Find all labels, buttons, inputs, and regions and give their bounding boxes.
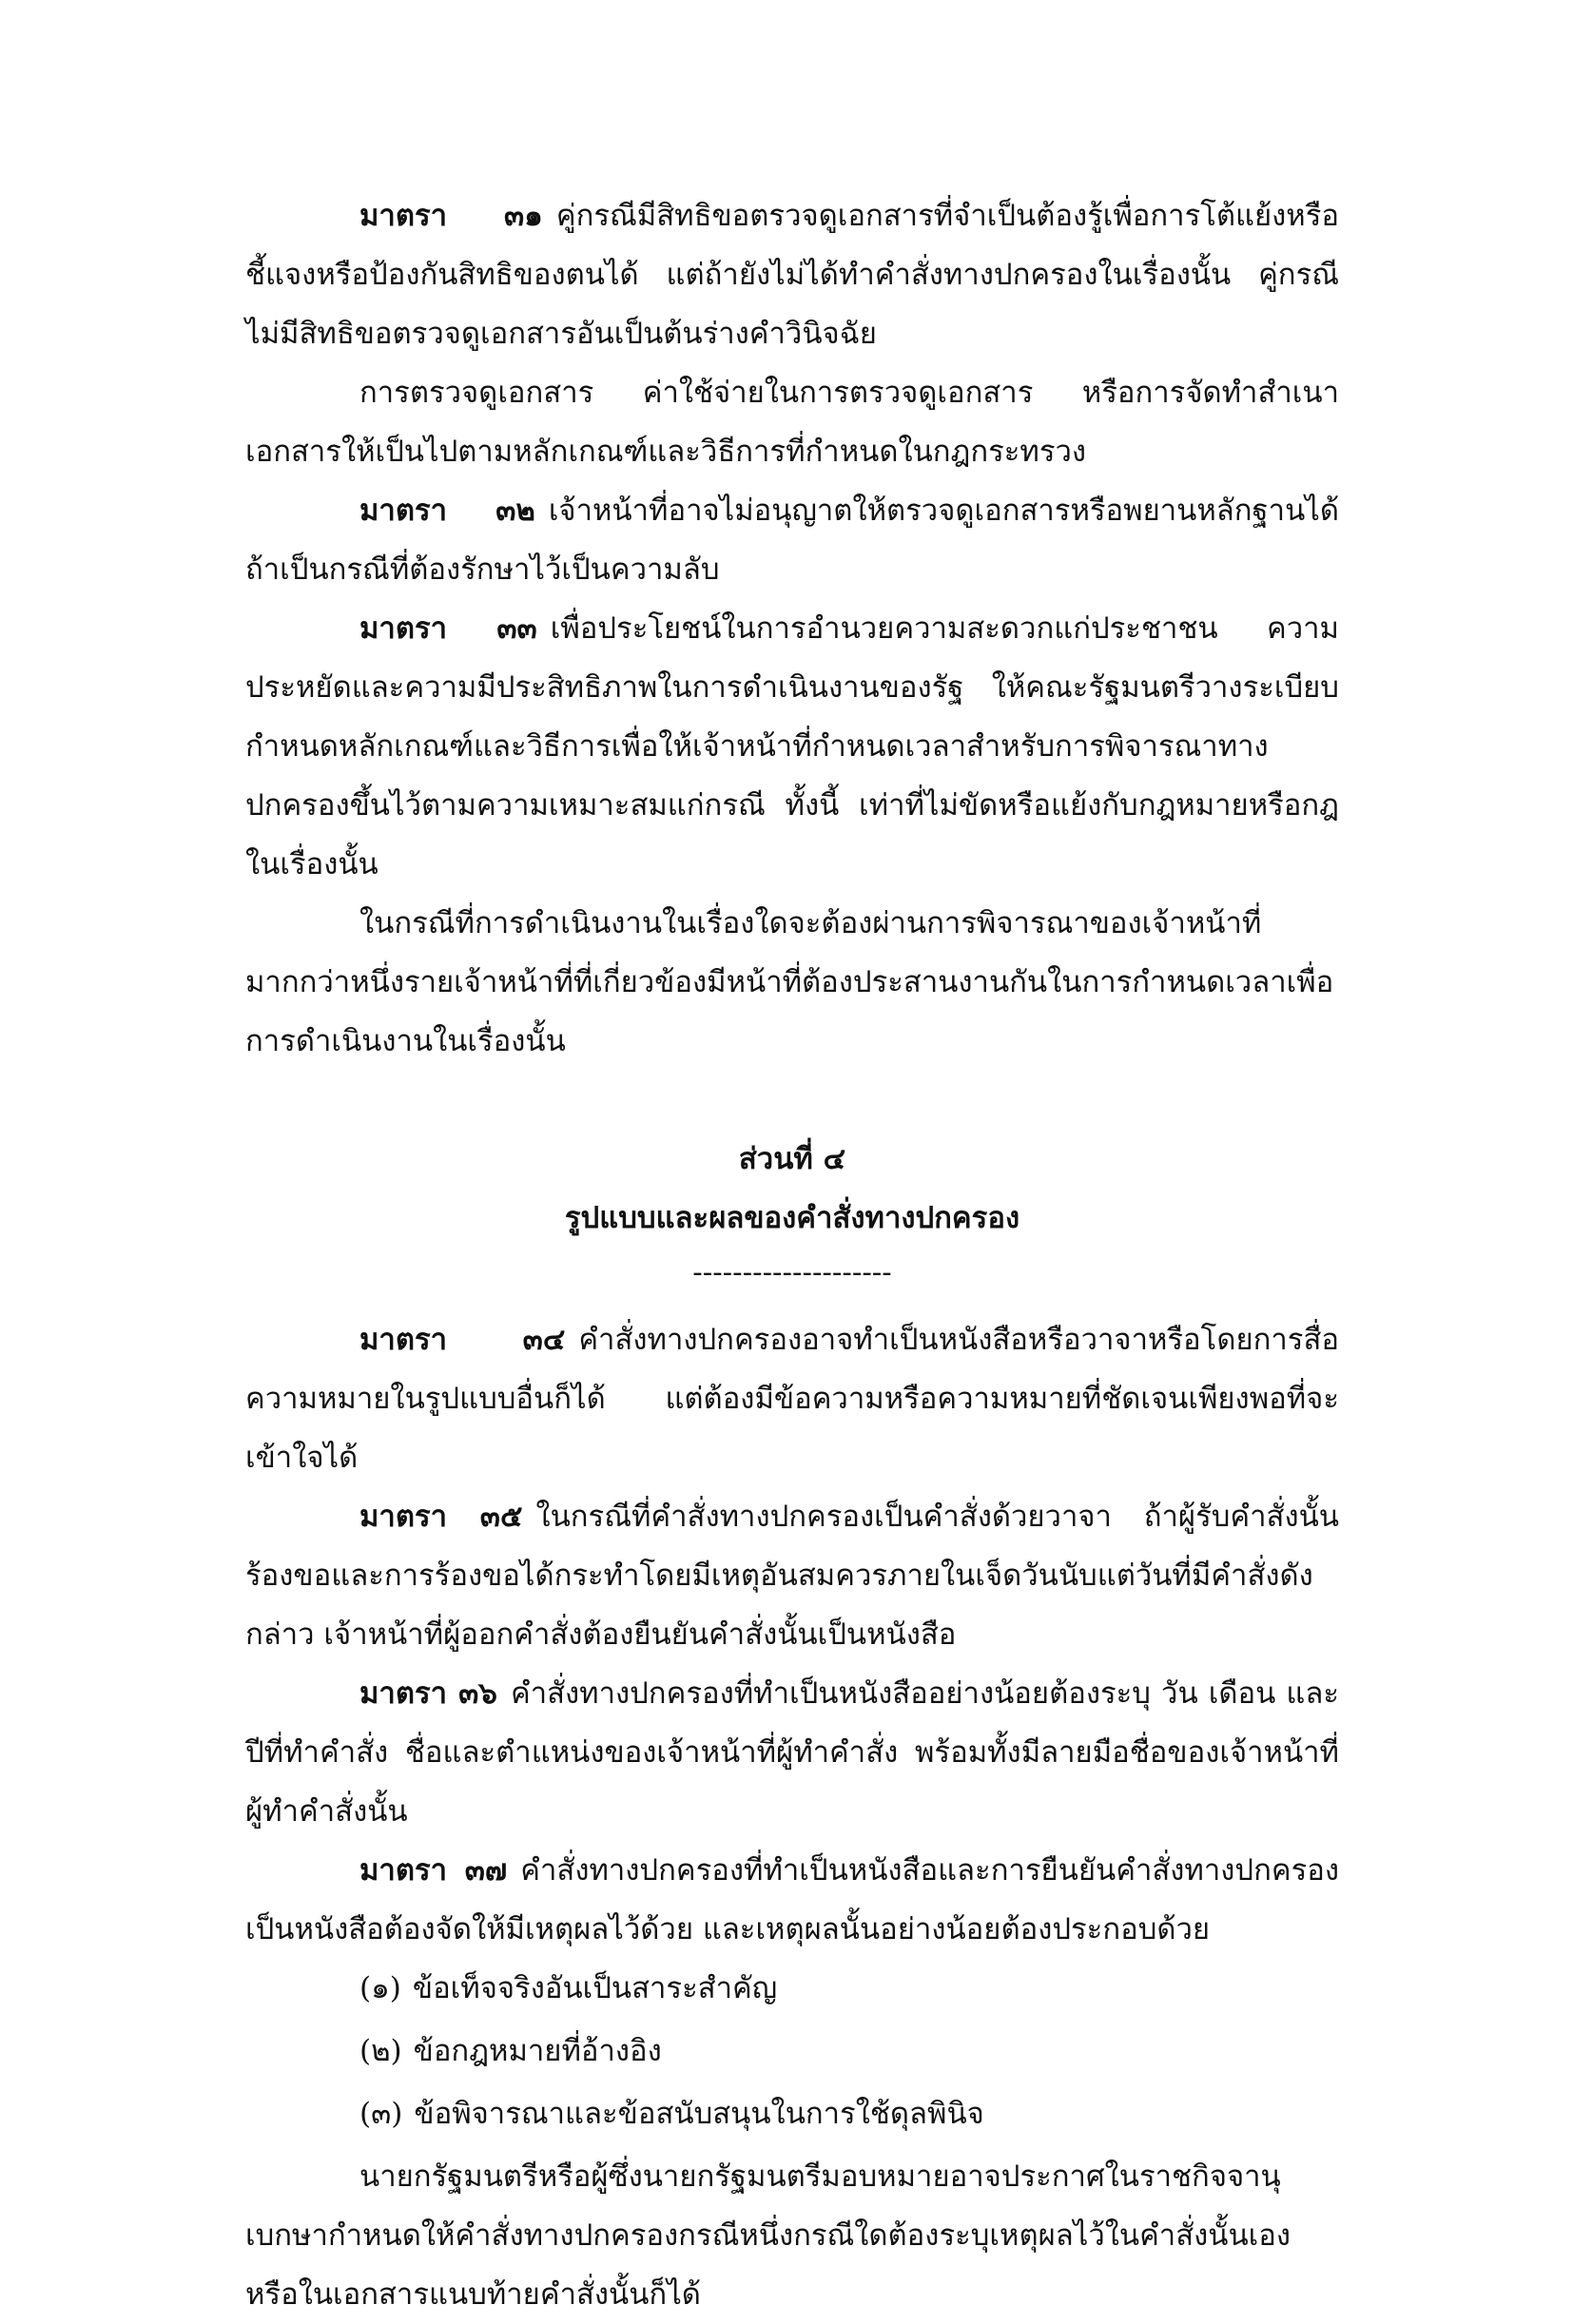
list-item-text: ข้อพิจารณาและข้อสนับสนุนในการใช้ดุลพินิจ <box>414 2097 984 2131</box>
section-number: มาตรา ๓๔ <box>359 1323 566 1357</box>
section-33-paragraph-1 <box>245 599 1339 894</box>
section-32-paragraph-1 <box>245 481 1339 599</box>
section-36-paragraph-1 <box>245 1664 1339 1841</box>
section-number: มาตรา ๓๖ <box>359 1676 497 1711</box>
section-number: มาตรา ๓๑ <box>359 199 543 233</box>
section-31-paragraph-2: การตรวจดูเอกสาร ค่าใช้จ่ายในการตรวจดูเอกสาร หรือการจัดทำสำเนาเอกสารให้เป็นไปตามหลักเกณฑ์และวิธีการที่กำหนดในกฎกระทรวง <box>245 376 1339 469</box>
section-text: คู่กรณีมีสิทธิขอตรวจดูเอกสารที่จำเป็นต้องรู้เพื่อการโต้แย้งหรือชี้แจงหรือป้องกันสิทธิของตนได้ แต่ถ้ายังไม่ได้ทำคำสั่งทางปกครองในเรื่องนั้น คู่กรณีไม่มีสิทธิขอตรวจดูเอกสารอันเป็นต้นร่างคำวินิจฉัย <box>245 199 1339 351</box>
section-37-paragraph-1 <box>245 1841 1339 1959</box>
list-item-text: ข้อเท็จจริงอันเป็นสาระสำคัญ <box>412 1971 778 2005</box>
section-35-paragraph-1 <box>245 1487 1339 1664</box>
part-heading-block <box>245 1130 1339 1297</box>
list-item-number: (๒) <box>359 2034 402 2068</box>
list-item <box>245 2022 1339 2081</box>
list-item-number: (๑) <box>359 1971 401 2005</box>
list-item <box>245 1959 1339 2018</box>
section-33-paragraph-2: ในกรณีที่การดำเนินงานในเรื่องใดจะต้องผ่านการพิจารณาของเจ้าหน้าที่มากกว่าหนึ่งรายเจ้าหน้าที่ที่เกี่ยวข้องมีหน้าที่ต้องประสานงานกันในการกำหนดเวลาเพื่อการดำเนินงานในเรื่องนั้น <box>245 906 1334 1058</box>
section-number: มาตรา ๓๓ <box>359 611 537 646</box>
list-item <box>245 2084 1339 2143</box>
section-text: คำสั่งทางปกครองอาจทำเป็นหนังสือหรือวาจาหรือโดยการสื่อความหมายในรูปแบบอื่นก็ได้ แต่ต้องมีข้อความหรือความหมายที่ชัดเจนเพียงพอที่จะเข้าใจได้ <box>245 1323 1339 1475</box>
part-title: รูปแบบและผลของคำสั่งทางปกครอง <box>564 1201 1020 1235</box>
document-page <box>245 186 1339 2324</box>
section-number: มาตรา ๓๕ <box>359 1500 523 1534</box>
section-31-paragraph-1 <box>245 186 1339 363</box>
section-34-paragraph-1 <box>245 1310 1339 1487</box>
part-divider: -------------------- <box>692 1255 892 1289</box>
list-item-number: (๓) <box>359 2097 403 2131</box>
section-text: คำสั่งทางปกครองที่ทำเป็นหนังสืออย่างน้อยต้องระบุ วัน เดือน และปีที่ทำคำสั่ง ชื่อและตำแหน่งของเจ้าหน้าที่ผู้ทำคำสั่ง พร้อมทั้งมีลายมือชื่อของเจ้าหน้าที่ผู้ทำคำสั่งนั้น <box>245 1676 1339 1829</box>
section-text: เพื่อประโยชน์ในการอำนวยความสะดวกแก่ประชาชน ความประหยัดและความมีประสิทธิภาพในการดำเนินงานของรัฐ ให้คณะรัฐมนตรีวางระเบียบกำหนดหลักเกณฑ์และวิธีการเพื่อให้เจ้าหน้าที่กำหนดเวลาสำหรับการพิจารณาทางปกครองขึ้นไว้ตามความเหมาะสมแก่กรณี ทั้งนี้ เท่าที่ไม่ขัดหรือแย้งกับกฎหมายหรือกฎในเรื่องนั้น <box>245 611 1339 881</box>
closing-paragraph: นายกรัฐมนตรีหรือผู้ซึ่งนายกรัฐมนตรีมอบหมายอาจประกาศในราชกิจจานุเบกษากำหนดให้คำสั่งทางปกครองกรณีหนึ่งกรณีใดต้องระบุเหตุผลไว้ในคำสั่งนั้นเองหรือในเอกสารแนบท้ายคำสั่งนั้นก็ได้ <box>245 2159 1291 2312</box>
section-text: คำสั่งทางปกครองที่ทำเป็นหนังสือและการยืนยันคำสั่งทางปกครองเป็นหนังสือต้องจัดให้มีเหตุผลไว้ด้วย และเหตุผลนั้นอย่างน้อยต้องประกอบด้วย <box>245 1853 1339 1946</box>
part-label: ส่วนที่ ๔ <box>738 1142 846 1176</box>
section-number: มาตรา ๓๒ <box>359 494 535 528</box>
list-item-text: ข้อกฎหมายที่อ้างอิง <box>413 2034 662 2068</box>
section-number: มาตรา ๓๗ <box>359 1853 508 1888</box>
section-text: เจ้าหน้าที่อาจไม่อนุญาตให้ตรวจดูเอกสารหรือพยานหลักฐานได้ ถ้าเป็นกรณีที่ต้องรักษาไว้เป็นความลับ <box>245 494 1339 587</box>
section-text: ในกรณีที่คำสั่งทางปกครองเป็นคำสั่งด้วยวาจา ถ้าผู้รับคำสั่งนั้นร้องขอและการร้องขอได้กระทำโดยมีเหตุอันสมควรภายในเจ็ดวันนับแต่วันที่มีคำสั่งดังกล่าว เจ้าหน้าที่ผู้ออกคำสั่งต้องยืนยันคำสั่งนั้นเป็นหนังสือ <box>245 1500 1339 1652</box>
